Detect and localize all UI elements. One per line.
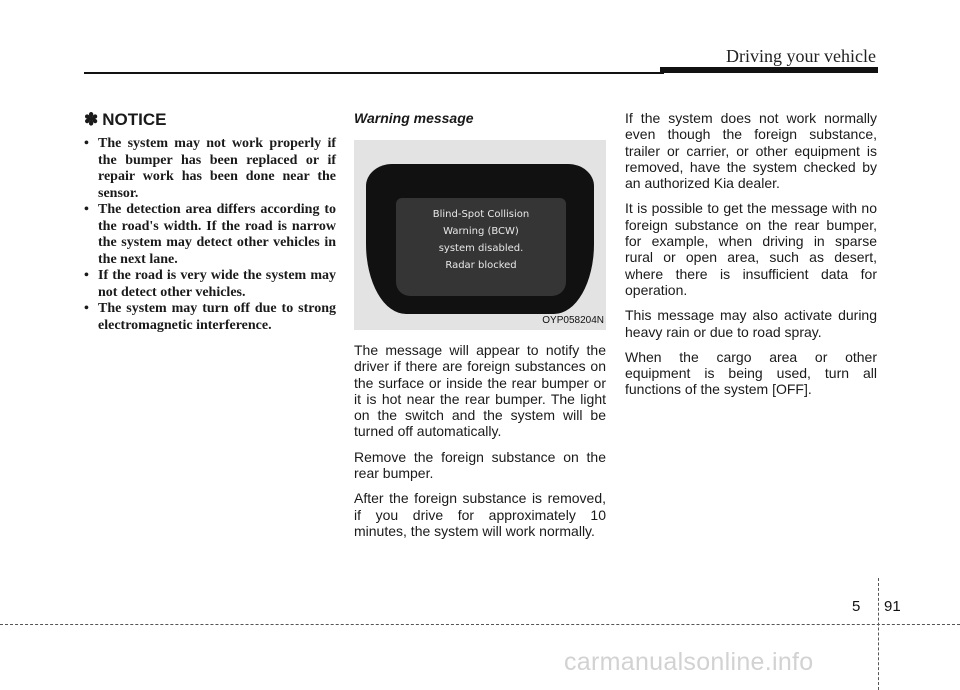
- page-number: 91: [884, 598, 901, 615]
- cluster-message-line: Radar blocked: [445, 260, 517, 271]
- warning-title: Warning message: [354, 110, 474, 126]
- cluster-figure: [354, 140, 606, 330]
- right-column: [625, 110, 877, 407]
- body-paragraph: After the foreign substance is removed, if you drive for approximately 10 minutes, the system will work normally.: [354, 490, 606, 539]
- notice-list: [84, 136, 336, 334]
- notice-heading: [84, 110, 336, 130]
- instrument-cluster-display: [366, 164, 594, 314]
- body-paragraph: The message will appear to notify the driver if there are foreign substances on the surface or inside the rear bumper or it is hot near the rear bumper. The light on the switch and the system will be turned off automatically.: [354, 342, 606, 440]
- notice-icon: ✽: [84, 110, 99, 129]
- footer-rule: [0, 624, 960, 625]
- header-rule: [84, 72, 664, 74]
- header-rule-accent: [660, 67, 878, 73]
- notice-item: • The detection area differs according to the road's width. If the road is narrow the system may detect other vehicles in the next lane.: [84, 202, 336, 267]
- body-paragraph: Remove the foreign substance on the rear bumper.: [354, 448, 606, 482]
- cluster-message-panel: [396, 198, 566, 296]
- body-paragraph: It is possible to get the message with no foreign substance on the rear bumper, for example, when driving in sparse rural or open area, such as desert, where there is insufficient data for operation.: [625, 200, 877, 298]
- section-title: Driving your vehicle: [726, 46, 876, 66]
- body-paragraph: This message may also activate during heavy rain or due to road spray.: [625, 307, 877, 340]
- watermark: carmanualsonline.info: [564, 648, 814, 676]
- footer-divider: [878, 578, 879, 690]
- notice-item: • If the road is very wide the system may not detect other vehicles.: [84, 268, 336, 300]
- cluster-message-line: Blind-Spot Collision: [432, 209, 530, 220]
- figure-code: OYP058204N: [542, 315, 604, 326]
- warning-column: [354, 110, 606, 548]
- cluster-message-line: system disabled.: [438, 243, 524, 254]
- body-paragraph: When the cargo area or other equipment is being used, turn all functions of the system [OFF].: [625, 348, 877, 398]
- notice-item: • The system may turn off due to strong electromagnetic interference.: [84, 301, 336, 333]
- notice-title: NOTICE: [102, 110, 167, 129]
- chapter-number: 5: [852, 598, 861, 615]
- body-paragraph: If the system does not work normally even though the foreign substance, trailer or carrier, or other equipment is removed, have the system checked by an authorized Kia dealer.: [625, 110, 877, 192]
- cluster-message-line: Warning (BCW): [443, 226, 519, 237]
- notice-item: • The system may not work properly if the bumper has been replaced or if repair work has been done near the sensor.: [84, 136, 336, 201]
- notice-column: [84, 110, 336, 334]
